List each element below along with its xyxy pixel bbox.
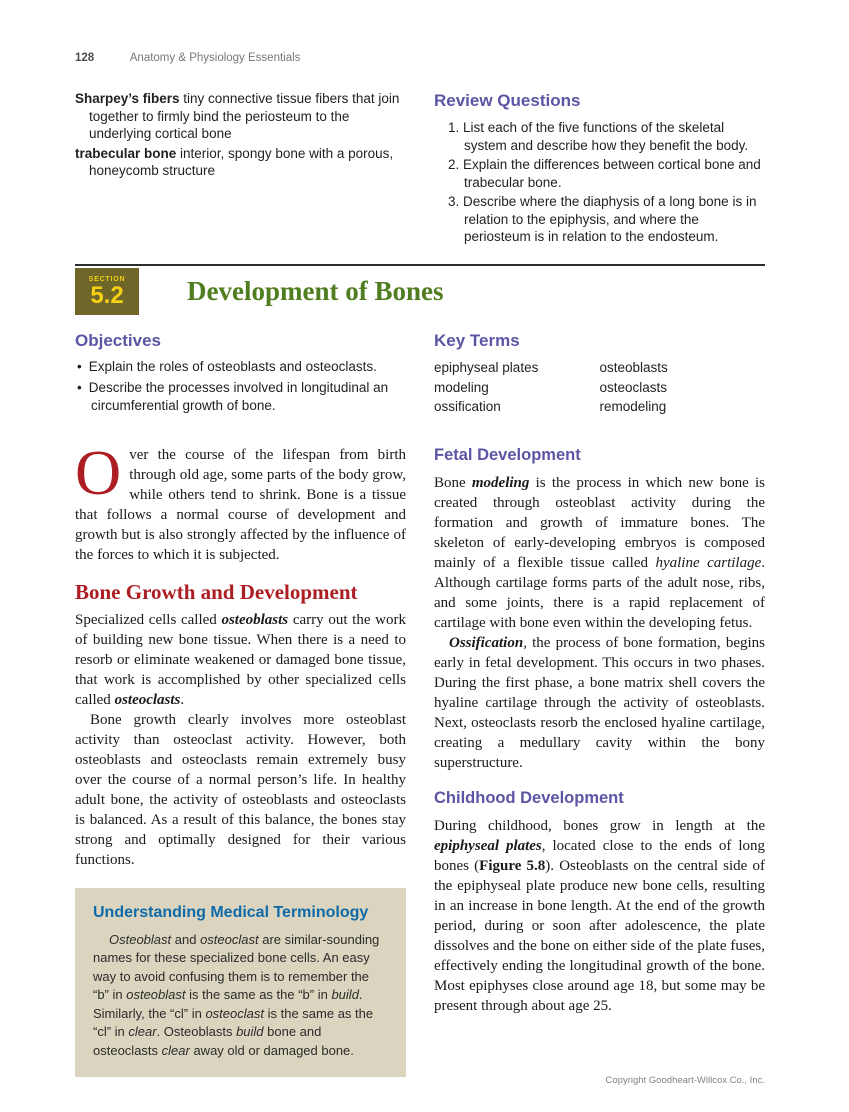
key-terms-title: Key Terms	[434, 331, 520, 350]
section-title: Development of Bones	[187, 276, 444, 306]
paragraph-childhood-1: During childhood, bones grow in length at the epiphyseal plates, located close to the ends of long bones (Figure 5.8). Osteoblasts on the central side of the epiphyseal plate produce new bone cells, resulting in an increase in bone length. At the end of the growth period, during or soon after adolescence, the plate dissolves and the bone on either side of the plate fuses, effectively ending the longitudinal growth of the bone. Most epiphyses close around age 18, but some may be present through about age 25.	[434, 818, 765, 1014]
list-item: ossification	[434, 399, 501, 415]
objectives	[75, 331, 406, 427]
section-divider-rule	[75, 264, 765, 266]
list-item: modeling	[434, 379, 489, 395]
key-terms-column-2	[600, 358, 766, 417]
glossary-column	[75, 90, 406, 250]
intro-text: ver the course of the lifespan from birth through old age, some parts of the body grow, while others tend to shrink. Bone is a tissue that follows a normal course of development and growth but is also strongly affected by the influence of the forces to which it is subjected.	[75, 447, 406, 563]
list-item: Explain the differences between cortical bone and trabecular bone.	[463, 157, 761, 190]
paragraph-bone-growth-balance: Bone growth clearly involves more osteoblast activity than osteoclast activity. However, both osteoblasts and osteoclasts remain extremely busy over the course of a normal person’s life. In healthy adult bone, the activity of osteoblasts and osteoclasts is balanced. As a result of this balance, the bones stay strong and optimally designed for their various functions.	[75, 712, 406, 868]
objectives-keyterms	[75, 331, 765, 427]
section-number-box	[75, 268, 139, 315]
right-column	[434, 445, 765, 1077]
key-terms	[434, 331, 765, 427]
heading-bone-growth-and-development: Bone Growth and Development	[75, 580, 358, 604]
objectives-title: Objectives	[75, 331, 161, 350]
key-terms-columns	[434, 358, 765, 417]
body-columns	[75, 437, 765, 1077]
running-head-title: Anatomy & Physiology Essentials	[129, 52, 301, 64]
heading-childhood-development: Childhood Development	[434, 789, 624, 807]
list-item: remodeling	[599, 399, 667, 415]
top-matter	[75, 90, 765, 250]
section-number: 5.2	[90, 281, 124, 309]
page-header	[75, 52, 765, 64]
paragraph-osteoblasts: Specialized cells called osteoblasts carry out the work of building new bone tissue. When there is a need to resorb or eliminate weakened or damaged bone tissue, that work is accomplished by other specialized cells called osteoclasts.	[75, 612, 406, 708]
list-item: osteoblasts	[599, 360, 668, 375]
glossary-entry-trabecular-bone: trabecular bone interior, spongy bone with a porous, honeycomb structure	[75, 145, 394, 179]
list-item: Describe where the diaphysis of a long bone is in relation to the epiphysis, and where the periosteum is in relation to the endosteum.	[463, 194, 757, 245]
list-item: epiphyseal plates	[434, 360, 539, 375]
terminology-box-title: Understanding Medical Terminology	[93, 904, 369, 921]
list-item: • Describe the processes involved in longitudinal an circumferential growth of bone.	[77, 379, 406, 415]
review-questions	[434, 90, 765, 250]
list-item: • Explain the roles of osteoblasts and osteoclasts.	[77, 358, 406, 376]
section-label: SECTION	[88, 275, 126, 283]
drop-cap: O	[75, 437, 122, 508]
intro-paragraph	[75, 437, 406, 565]
left-column	[75, 437, 406, 1077]
understanding-medical-terminology-box	[75, 888, 406, 1077]
key-terms-column-1	[434, 358, 600, 417]
heading-fetal-development: Fetal Development	[434, 446, 581, 464]
review-questions-title: Review Questions	[434, 91, 581, 110]
review-questions-list	[448, 119, 765, 246]
page-number: 128	[75, 52, 95, 64]
copyright-notice: Copyright Goodheart-Willcox Co., Inc.	[605, 1075, 765, 1086]
glossary-entry-sharpeys-fibers: Sharpey’s fibers tiny connective tissue fibers that join together to firmly bind the periosteum to the underlying cortical bone	[75, 91, 400, 142]
paragraph-fetal-1: Bone modeling is the process in which new bone is created through osteoblast activity during the formation and growth of immature bones. The skeleton of early-developing embryos is composed mainly of a flexible tissue called hyaline cartilage. Although cartilage forms parts of the adult nose, ribs, and some joints, there is a rapid replacement of cartilage with bone even within the developing fetus.	[434, 475, 765, 631]
objectives-list	[77, 358, 406, 414]
paragraph-fetal-2: Ossification, the process of bone formation, begins early in fetal development. This occurs in two phases. During the first phase, a bone matrix shell covers the hyaline cartilage through the activity of osteoblasts. Next, osteoclasts resorb the enclosed hyaline cartilage, creating a medullary cavity within the bony superstructure.	[434, 635, 765, 771]
section-banner	[75, 268, 765, 315]
list-item: List each of the five functions of the skeletal system and describe how they benefit the body.	[463, 120, 749, 153]
list-item: osteoclasts	[599, 379, 668, 395]
terminology-box-body: Osteoblast and osteoclast are similar-sounding names for these specialized bone cells. An easy way to avoid confusing them is to remember the “b” in osteoblast is the same as the “b” in build. Similarly, the “cl” in osteoclast is the same as the “cl” in clear. Osteoblasts build bone and osteoclasts clear away old or damaged bone.	[93, 932, 380, 1058]
